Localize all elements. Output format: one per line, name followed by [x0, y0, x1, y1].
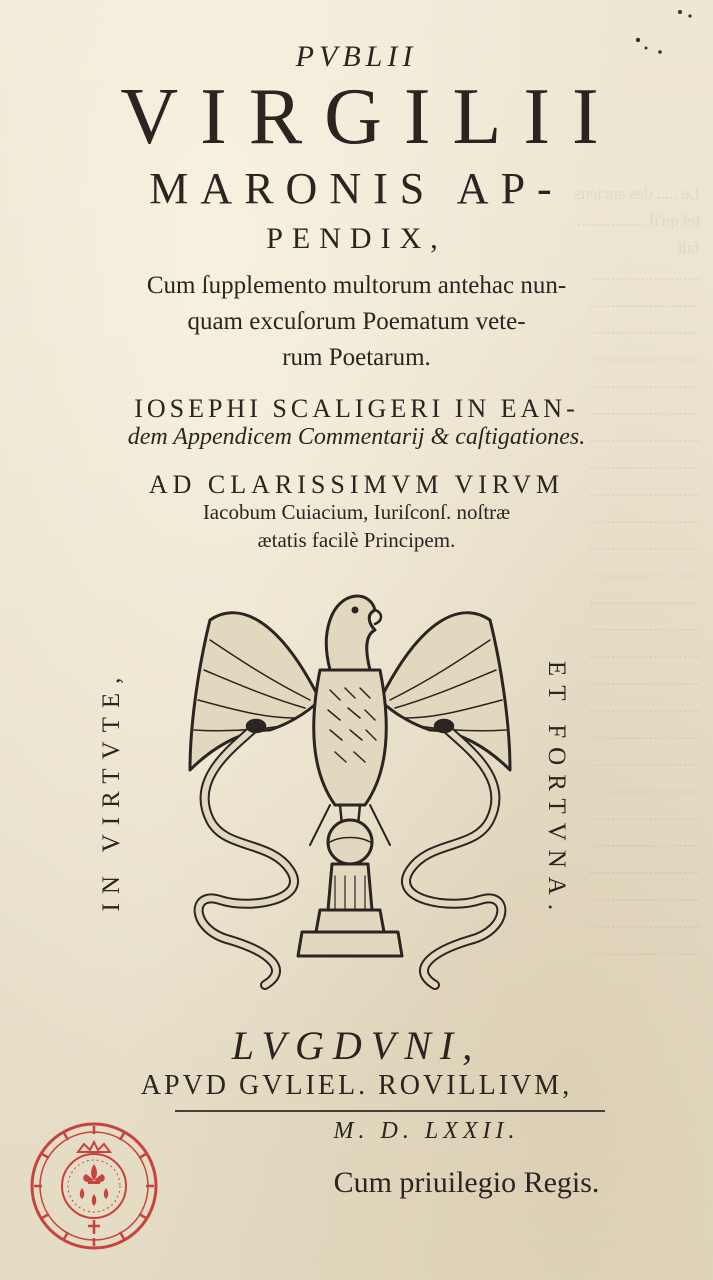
imprint-city: LVGDVNI, [231, 1023, 482, 1068]
imprint-printer: APVD GVLIEL. ROVILLIVM, [140, 1070, 573, 1101]
privilege-line: Cum priuilegio Regis. [333, 1166, 600, 1199]
show-through-text: Le ..... des anciens tel qu'il ................ fait ......................... .......................... .......................... .......................... .......................... .......................... .......................... .......................... .......................... .......................... .......................... .......................... .......................... .......................... .......................... .......................... .......................... .......................... .......................... .......................... .......................... .......................... .......................... .......................... .......................... .......................... [574, 184, 700, 959]
motto-right: ET FORTVNA. [543, 660, 570, 920]
library-stamp-icon [24, 1116, 164, 1256]
subtitle-line-3: rum Poetarum. [282, 344, 431, 371]
author-praenomen: PVBLII [295, 40, 418, 73]
dedication-line-2: Iacobum Cuiacium, Iuriſconſ. noſtræ [202, 500, 511, 524]
author-nomen: VIRGILII [120, 73, 621, 161]
dedication-line-1: AD CLARISSIMVM VIRVM [148, 470, 565, 499]
work-title: PENDIX, [266, 222, 447, 255]
commentator-line: IOSEPHI SCALIGERI IN EAN- [134, 394, 579, 423]
imprint-year: M. D. LXXII. [333, 1118, 520, 1144]
eagle-serpent-device-icon [170, 580, 530, 1000]
dedication-line-3: ætatis facilè Principem. [257, 528, 456, 552]
motto-left: IN VIRTVTE, [98, 668, 125, 912]
subtitle-line-2: quam excuſorum Poematum vete- [187, 308, 526, 335]
commentary-line: dem Appendicem Commentarij & caſtigationes. [127, 424, 586, 450]
author-cognomen: MARONIS AP- [149, 164, 564, 213]
subtitle-line-1: Cum ſupplemento multorum antehac nun- [146, 272, 567, 299]
imprint-rule [175, 1110, 605, 1112]
